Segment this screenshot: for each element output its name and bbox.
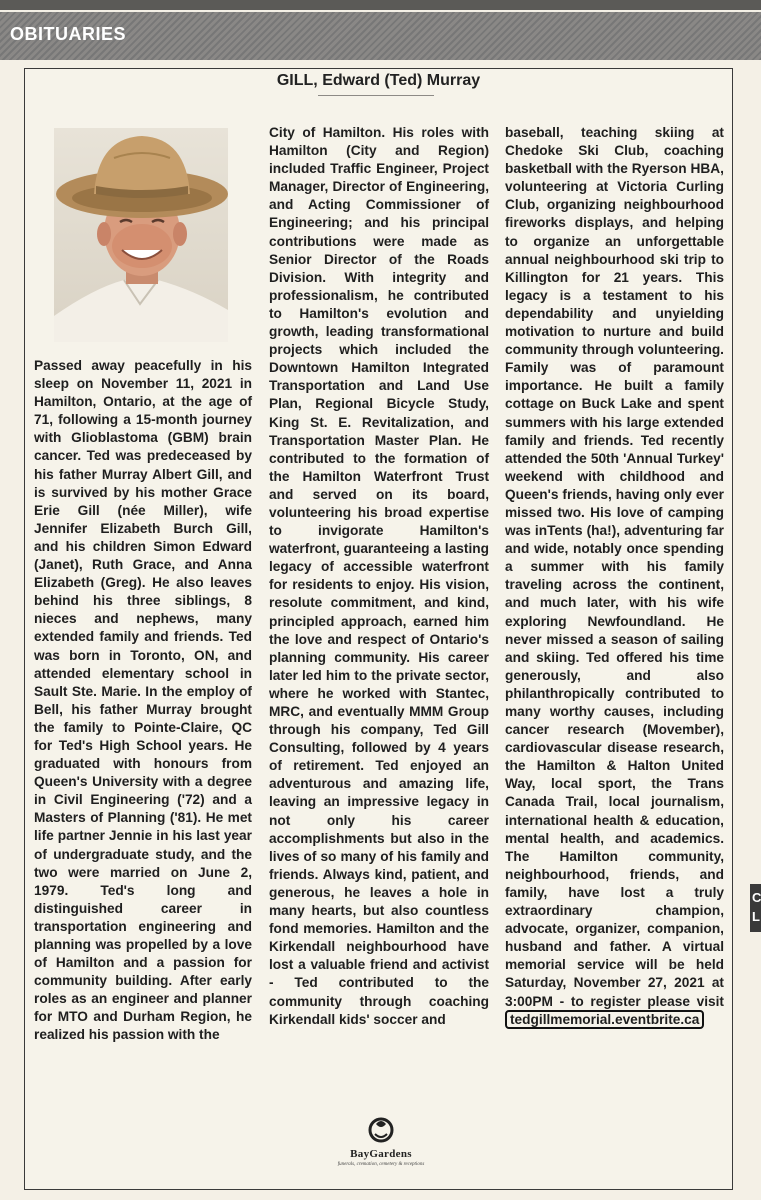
text-column-3 [505, 124, 724, 1029]
baygardens-logo-icon [336, 1114, 426, 1148]
section-header [0, 12, 761, 60]
text-column-2 [269, 124, 489, 1029]
col3-text: baseball, teaching skiing at Chedoke Ski Club, coaching basketball with the Ryerson HBA, volunteering at Victoria Curling Club, organizing neighbourhood fireworks displays, and helping to organize an unforgettable annual neighbourhood ski trip to Killington for 21 years. This legacy is a testament to his dependability and unyielding motivation to nurture and build community through volunteering. Family was of paramount importance. He built a family cottage on Buck Lake and spent summers with his large extended family and friends. Ted recently attended the 50th 'Annual Turkey' weekend with childhood and Queen's friends, having only ever missed two. His love of camping was inTents (ha!), adventuring far and wide, notably once spending a summer with his family traveling across the continent, and much later, with his wife exploring Newfoundland. He never missed a season of sailing and skiing. Ted offered his time generously, and also philanthropically contributed to many worthy causes, including cancer research (Movember), cardiovascular disease research, the Hamilton & Halton United Way, local sport, the Trans Canada Trail, local journalism, international health & education, mental health, and academics. The Hamilton community, neighbourhood, friends, and family, have lost a truly extraordinary champion, advocate, organizer, companion, husband and father. A virtual memorial service will be held Saturday, November 27, 2021 at 3:00PM - to register please visit [505, 125, 724, 1009]
obituary-name: GILL, Edward (Ted) Murray [276, 72, 481, 89]
title-underline [318, 95, 434, 96]
obituary-paragraph [505, 124, 724, 1029]
side-tab-letter: C [752, 890, 761, 905]
top-band [0, 0, 761, 10]
obituary-paragraph: City of Hamilton. His roles with Hamilton (City and Region) included Traffic Engineer, Project Manager, Director of Engineering, and Acting Commissioner of Engineering; and his principal contributions were made as Senior Director of the Roads Division. With integrity and professionalism, he contributed to Hamilton's evolution and growth, leading transformational projects which included the Downtown Hamilton Integrated Transportation and Land Use Plan, Regional Bicycle Study, King St. E. Revitalization, and Transportation Master Plan. He contributed to the formation of the Hamilton Waterfront Trust and served on its board, volunteering his broad expertise to invigorate Hamilton's waterfront, guaranteeing a lasting legacy of accessible waterfront for residents to enjoy. His vision, resolute commitment, and kind, principled approach, earned him the love and respect of Ontario's planning community. His career later led him to the private sector, where he worked with Stantec, MRC, and eventually MMM Group through his company, Ted Gill Consulting, followed by 4 years of retirement. Ted enjoyed an adventurous and amazing life, leaving an impressive legacy in not only his career accomplishments but also in the lives of so many of his family and friends. Always kind, patient, and generous, he leaves a hole in many hearts, but also countless fond memories. Hamilton and the Kirkendall neighbourhood have lost a valuable friend and activist - Ted contributed to the community through coaching Kirkendall kids' soccer and [269, 125, 489, 1027]
funeral-home-name: BayGardens [350, 1148, 412, 1160]
side-tab-letter: L [752, 909, 760, 924]
text-column-1 [34, 357, 252, 1045]
funeral-home-logo [336, 1114, 426, 1190]
section-title: OBITUARIES [10, 24, 127, 44]
obituary-paragraph: Passed away peacefully in his sleep on November 11, 2021 in Hamilton, Ontario, at the age of 71, following a 15-month journey with Glioblastoma (GBM) brain cancer. Ted was predeceased by his father Murray Albert Gill, and is survived by his mother Grace Erie Gill (née Miller), wife Jennifer Elizabeth Burch Gill, and his children Simon Edward (Janet), Ruth Grace, and Anna Elizabeth (Greg). He also leaves behind his three siblings, 8 nieces and nephews, many extended family and friends. Ted was born in Toronto, ON, and attended elementary school in Sault Ste. Marie. In the employ of Bell, his father Murray brought the family to Pointe-Claire, QC for Ted's High School years. He graduated with honours from Queen's University with a degree in Civil Engineering ('72) and a Masters of Planning ('81). He met life partner Jennie in his last year of undergraduate study, and the two were married on June 2, 1979. Ted's long and distinguished career in transportation engineering and planning was propelled by a love of Hamilton and a passion for community building. After early roles as an engineer and planner for MTO and Durham Region, he realized his passion with the [34, 358, 252, 1043]
memorial-link[interactable]: tedgillmemorial.eventbrite.ca [505, 1010, 704, 1029]
adjacent-column-tab [750, 884, 761, 932]
funeral-home-tagline: funerals, cremation, cemetery & receptions [337, 1162, 425, 1167]
portrait-photo-icon [54, 128, 228, 342]
